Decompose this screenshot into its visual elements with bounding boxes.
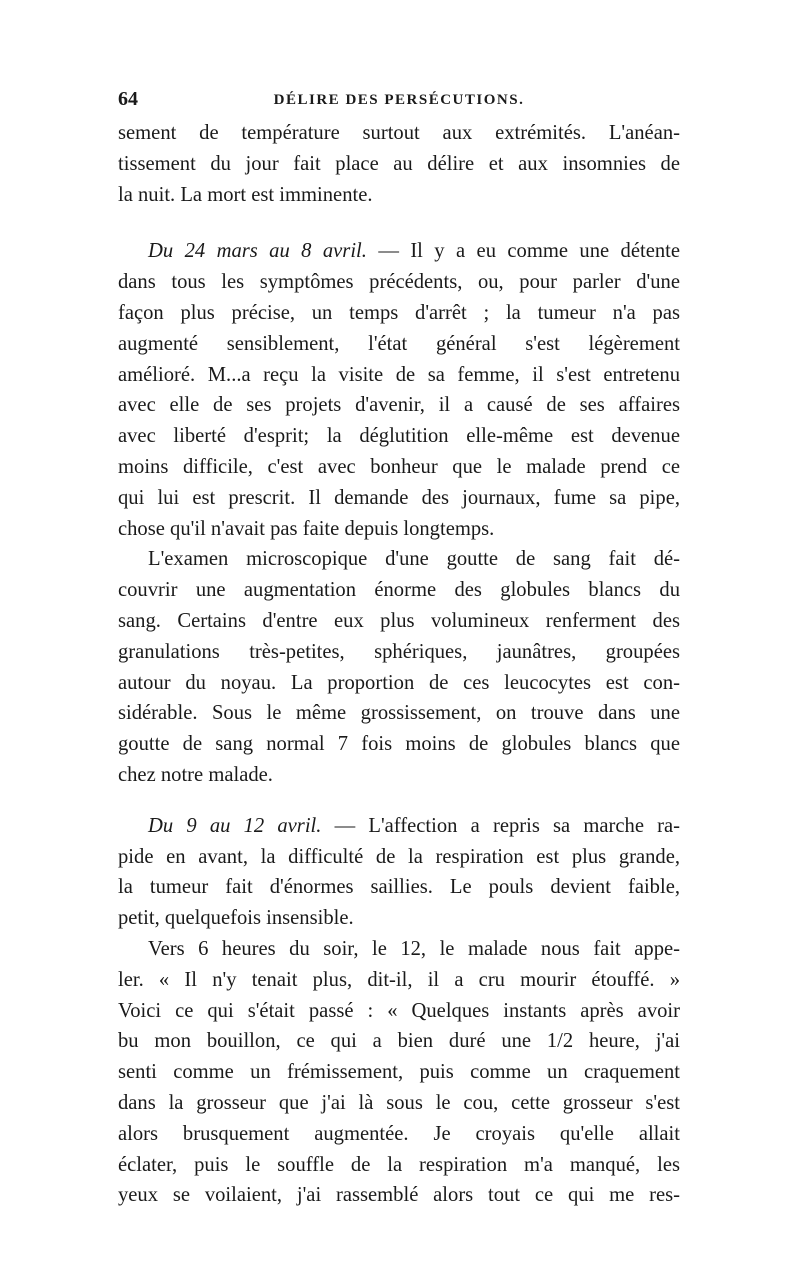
text-line: la tumeur fait d'énormes saillies. Le pouls devient faible,: [118, 876, 680, 899]
text-line: qui lui est prescrit. Il demande des journaux, fume sa pipe,: [118, 486, 680, 509]
paragraph-3: [118, 544, 680, 790]
text-line: amélioré. M...a reçu la visite de sa femme, il s'est entretenu: [118, 363, 680, 386]
text-line: petit, quelquefois insensible.: [118, 907, 354, 930]
text-line: avec liberté d'esprit; la déglutition elle-même est devenue: [118, 425, 680, 448]
text-line: sang. Certains d'entre eux plus volumineux renferment des: [118, 609, 680, 632]
text-line: la nuit. La mort est imminente.: [118, 183, 373, 206]
date-heading: Du 24 mars au 8 avril.: [148, 240, 367, 263]
text-line: dans la grosseur que j'ai là sous le cou, cette grosseur s'est: [118, 1091, 680, 1114]
text-line: dans tous les symptômes précédents, ou, pour parler d'une: [118, 271, 680, 294]
text-line: avec elle de ses projets d'avenir, il a causé de ses affaires: [118, 394, 680, 417]
text-line: Voici ce qui s'était passé : « Quelques instants après avoir: [118, 999, 680, 1022]
paragraph-1: [118, 118, 680, 210]
text-line: autour du noyau. La proportion de ces leucocytes est con-: [118, 671, 680, 694]
running-title: DÉLIRE DES PERSÉCUTIONS.: [273, 92, 525, 108]
text-line: tissement du jour fait place au délire et aux insomnies de: [118, 152, 680, 175]
body-text: [118, 118, 680, 1211]
text-line: couvrir une augmentation énorme des globules blancs du: [118, 579, 680, 602]
text-line: sidérable. Sous le même grossissement, on trouve dans une: [118, 702, 680, 725]
text-line: goutte de sang normal 7 fois moins de globules blancs que: [118, 733, 680, 756]
paragraph-5: [118, 934, 680, 1211]
text-line: yeux se voilaient, j'ai rassemblé alors tout ce qui me res-: [118, 1184, 680, 1207]
text-line: chose qu'il n'avait pas faite depuis longtemps.: [118, 517, 495, 540]
text-line: granulations très-petites, sphériques, jaunâtres, groupées: [118, 640, 680, 663]
text-line: pide en avant, la difficulté de la respiration est plus grande,: [118, 845, 680, 868]
page-header: [118, 88, 680, 114]
text-line: sement de température surtout aux extrémités. L'anéan-: [118, 122, 680, 144]
text-line: augmenté sensiblement, l'état général s'est légèrement: [118, 332, 680, 355]
paragraph-4: [118, 811, 680, 934]
text-line: façon plus précise, un temps d'arrêt ; la tumeur n'a pas: [118, 301, 680, 324]
text-line: senti comme un frémissement, puis comme un craquement: [118, 1061, 680, 1084]
text-line: ler. « Il n'y tenait plus, dit-il, il a cru mourir étouffé. »: [118, 968, 680, 991]
page-number: 64: [118, 88, 138, 110]
text-line: moins difficile, c'est avec bonheur que le malade prend ce: [118, 455, 680, 478]
text-line: Vers 6 heures du soir, le 12, le malade nous fait appe-: [148, 937, 680, 960]
text-line: L'examen microscopique d'une goutte de sang fait dé-: [148, 548, 680, 571]
text-run: — Il y a eu comme une détente: [366, 240, 681, 263]
text-line: [118, 811, 680, 842]
text-line: éclater, puis le souffle de la respiration m'a manqué, les: [118, 1153, 680, 1176]
text-line: alors brusquement augmentée. Je croyais qu'elle allait: [118, 1122, 680, 1145]
text-run: — L'affection a repris sa marche ra-: [321, 814, 680, 837]
date-heading: Du 9 au 12 avril.: [148, 814, 322, 837]
paragraph-2: [118, 236, 680, 544]
text-line: [118, 236, 680, 267]
text-line: chez notre malade.: [118, 763, 273, 786]
text-line: bu mon bouillon, ce qui a bien duré une 1/2 heure, j'ai: [118, 1030, 680, 1053]
